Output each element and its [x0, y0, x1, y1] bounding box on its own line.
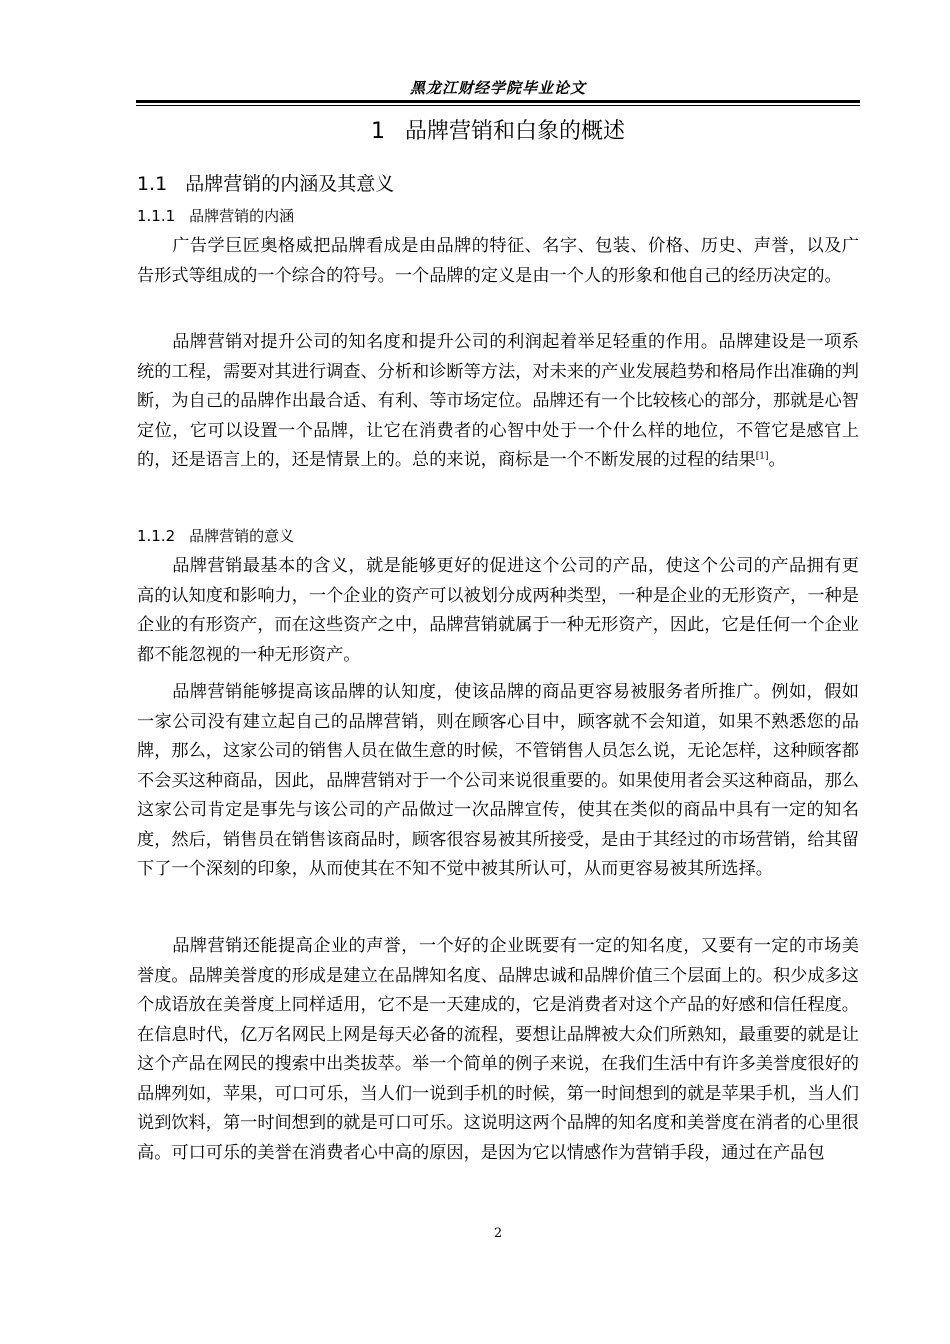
header-rule-thin	[136, 105, 860, 106]
citation-ref: [1]	[755, 451, 769, 462]
chapter-number: 1	[370, 119, 385, 144]
subsection-number: 1.1.2	[137, 527, 176, 545]
paragraph: 广告学巨匠奥格威把品牌看成是由品牌的特征、名字、包装、价格、历史、声誉，以及广告形式等组成的一个综合的符号。一个品牌的定义是由一个人的形象和他自己的经历决定的。	[137, 236, 859, 286]
page-number: 2	[493, 1226, 503, 1241]
paragraph-end: 。	[768, 450, 786, 470]
running-header: 黑龙江财经学院毕业论文	[409, 79, 586, 97]
paragraph: 品牌营销最基本的含义，就是能够更好的促进这个公司的产品，使这个公司的产品拥有更高的认知度和影响力，一个企业的资产可以被划分成两种类型，一种是企业的无形资产，一种是企业的有形资产，而在这些资产之中，品牌营销就属于一种无形资产，因此，它是任何一个企业都不能忽视的一种无形资产。	[137, 556, 859, 665]
section-title: 品牌营销的内涵及其意义	[185, 173, 395, 195]
chapter-title	[136, 116, 860, 148]
chapter-title-text: 品牌营销和白象的概述	[404, 119, 625, 144]
paragraph: 品牌营销能够提高该品牌的认知度，使该品牌的商品更容易被服务者所推广。例如，假如一家公司没有建立起自己的品牌营销，则在顾客心目中，顾客就不会知道，如果不熟悉您的品牌，那么，这家公司的销售人员在做生意的时候，不管销售人员怎么说，无论怎样，这种顾客都不会买这种商品，因此，品牌营销对于一个公司来说很重要的。如果使用者会买这种商品，那么这家公司肯定是事先与该公司的产品做过一次品牌宣传，使其在类似的商品中具有一定的知名度，然后，销售员在销售该商品时，顾客很容易被其所接受，是由于其经过的市场营销，给其留下了一个深刻的印象，从而使其在不知不觉中被其所认可，从而更容易被其所选择。	[137, 682, 859, 879]
section-number: 1.1	[137, 173, 168, 195]
paragraph: 品牌营销还能提高企业的声誉，一个好的企业既要有一定的知名度，又要有一定的市场美誉度。品牌美誉度的形成是建立在品牌知名度、品牌忠诚和品牌价值三个层面上的。积少成多这个成语放在美誉度上同样适用，它不是一天建成的，它是消费者对这个产品的好感和信任程度。在信息时代，亿万名网民上网是每天必备的流程，要想让品牌被大众们所熟知，最重要的就是让这个产品在网民的搜索中出类拔萃。举一个简单的例子来说，在我们生活中有许多美誉度很好的品牌列如，苹果，可口可乐，当人们一说到手机的时候，第一时间想到的就是苹果手机，当人们说到饮料，第一时间想到的就是可口可乐。这说明这两个品牌的知名度和美誉度在消者的心里很高。可口可乐的美誉在消费者心中高的原因，是因为它以情感作为营销手段，通过在产品包	[137, 936, 859, 1163]
subsection-title: 品牌营销的意义	[189, 527, 295, 545]
header-rule-thick	[136, 100, 860, 103]
subsection-number: 1.1.1	[137, 207, 176, 225]
paragraph	[137, 328, 859, 476]
subsection-title: 品牌营销的内涵	[189, 207, 295, 225]
section-heading-1-1	[137, 170, 394, 198]
subsection-heading-1-1-1	[137, 205, 294, 227]
paragraph-text: 品牌营销对提升公司的知名度和提升公司的利润起着举足轻重的作用。品牌建设是一项系统的工程，需要对其进行调查、分析和诊断等方法，对未来的产业发展趋势和格局作出准确的判断，为自己的品牌作出最合适、有利、等市场定位。品牌还有一个比较核心的部分，那就是心智定位，它可以设置一个品牌，让它在消费者的心智中处于一个什么样的地位，不管它是感官上的，还是语言上的，还是情景上的。总的来说，商标是一个不断发展的过程的结果	[137, 332, 859, 470]
subsection-heading-1-1-2	[137, 525, 294, 547]
